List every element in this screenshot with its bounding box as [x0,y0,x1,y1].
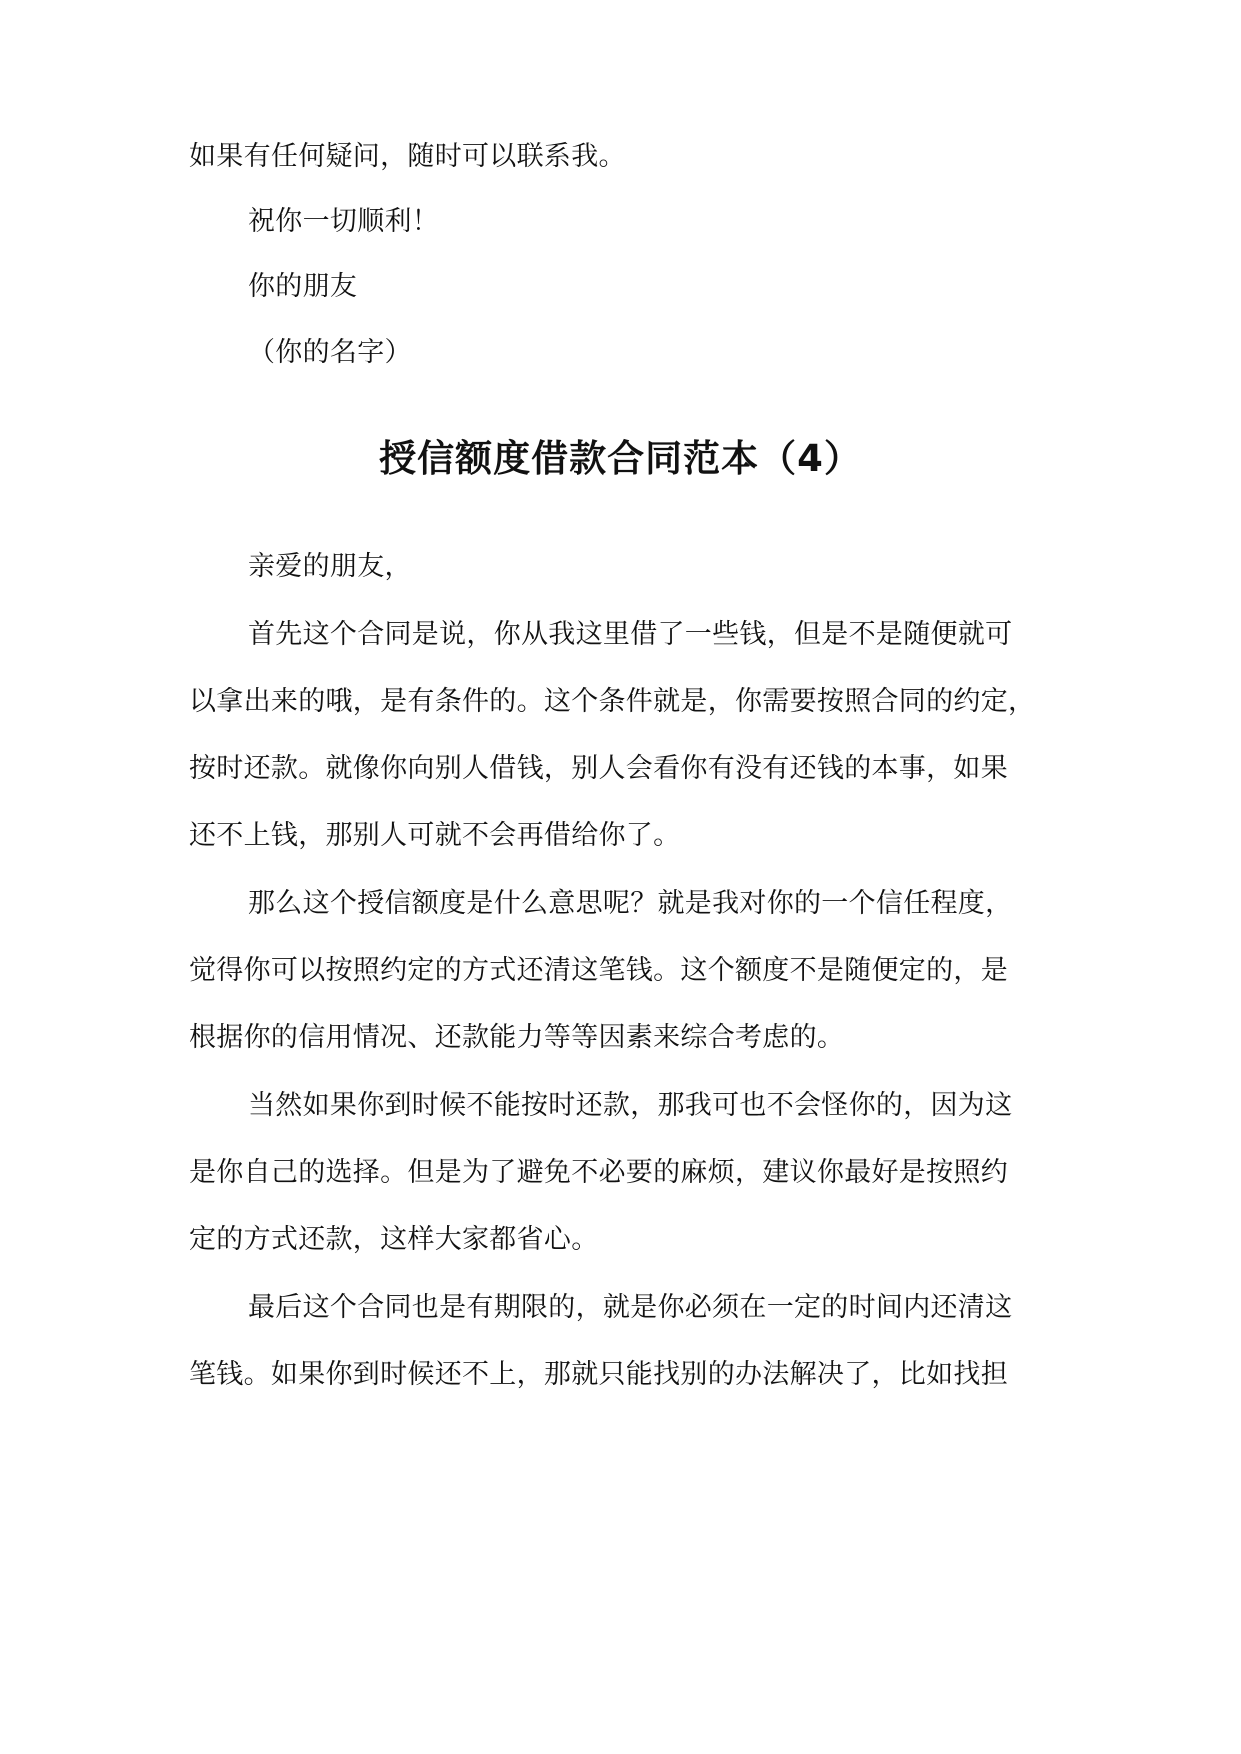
paragraph-4-line: 笔钱。如果你到时候还不上，那就只能找别的办法解决了，比如找担 [189,1359,1008,1390]
paragraph-3-line: 定的方式还款，这样大家都省心。 [189,1224,599,1255]
paragraph-1-line: 以拿出来的哦，是有条件的。这个条件就是，你需要按照合同的约定， [189,686,1036,717]
paragraph-2-line: 那么这个授信额度是什么意思呢？就是我对你的一个信任程度， [248,888,1013,919]
closing-wish: 祝你一切顺利！ [248,206,440,237]
paragraph-2-line: 根据你的信用情况、还款能力等等因素来综合考虑的。 [189,1022,845,1053]
paragraph-2-line: 觉得你可以按照约定的方式还清这笔钱。这个额度不是随便定的，是 [189,955,1008,986]
previous-section-line: 如果有任何疑问，随时可以联系我。 [189,141,626,172]
section-title: 授信额度借款合同范本（4） [379,437,862,480]
salutation: 亲爱的朋友， [248,551,412,582]
signature-label: 你的朋友 [248,271,358,302]
signature-name: （你的名字） [248,337,412,368]
paragraph-1-line: 还不上钱，那别人可就不会再借给你了。 [189,820,681,851]
paragraph-3-line: 当然如果你到时候不能按时还款，那我可也不会怪你的，因为这 [248,1090,1013,1121]
paragraph-4-line: 最后这个合同也是有期限的，就是你必须在一定的时间内还清这 [248,1292,1013,1323]
paragraph-1-line: 首先这个合同是说，你从我这里借了一些钱，但是不是随便就可 [248,619,1013,650]
paragraph-1-line: 按时还款。就像你向别人借钱，别人会看你有没有还钱的本事，如果 [189,753,1008,784]
paragraph-3-line: 是你自己的选择。但是为了避免不必要的麻烦，建议你最好是按照约 [189,1157,1008,1188]
